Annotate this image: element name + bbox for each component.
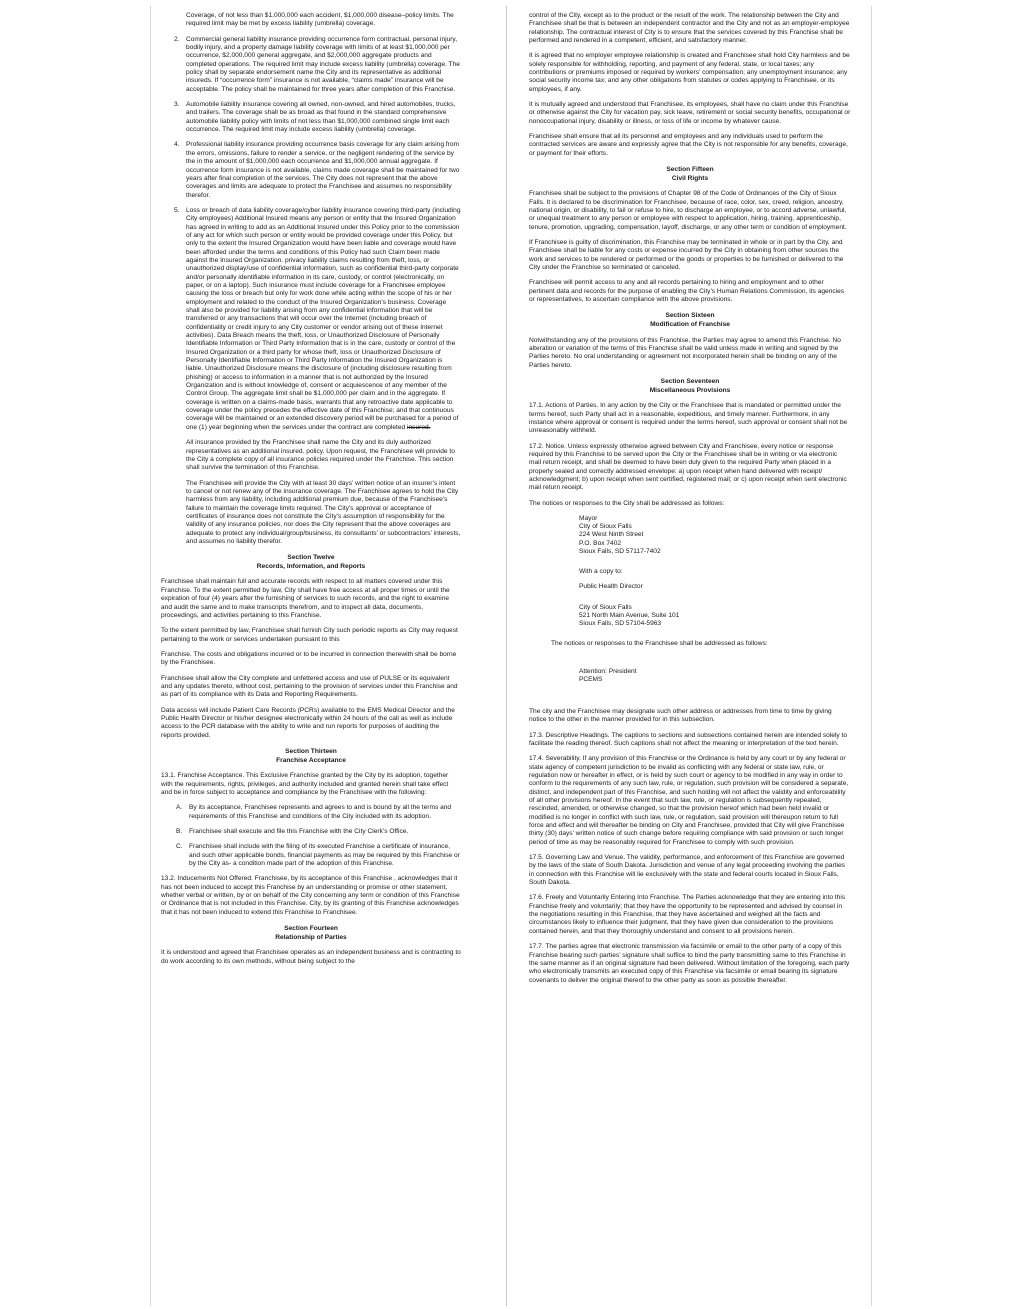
paragraph: It is understood and agreed that Franchisee operates as an independent business and is contracting to do work according to its own methods, without being subject to the bbox=[161, 949, 461, 965]
item-text: Franchisee shall execute and file this Franchise with the City Clerk’s Office. bbox=[189, 827, 409, 835]
paragraph: 17.7. The parties agree that electronic transmission via facsimile or email to the other party of a copy of this Franchise bearing such parties’ signature shall suffice to bind the party transmitting same to this Franchise in the same manner as if an original signature had been delivered. Without limitation of the foregoing, each party who electronically transmits an executed copy of this Franchise via facsimile or email bearing its signature covenants to deliver the original thereof to the other party as soon as possible thereafter. bbox=[529, 943, 850, 984]
paragraph: With a copy to: bbox=[579, 568, 623, 576]
column-divider bbox=[506, 6, 507, 1306]
section-subtitle: Franchise Acceptance bbox=[276, 756, 346, 764]
item-text: Franchisee shall include with the filing of its executed Franchise a certificate of insurance, and such other applicable bonds, financial payments as may be required by this Franchise or by the City as- a condition made part of the adoption of this Franchise. bbox=[189, 843, 460, 867]
address-line: Sioux Falls, SD 57117-7402 bbox=[579, 547, 661, 555]
item-text: Automobile liability insurance covering all owned, non-owned, and hired automobiles, trucks, and trailers. The coverage shall be as broad as that found in the standard comprehensive automobile liability policy with limits of not less than $1,000,000 combined single limit each occurrence. The required limit may include excess liability (umbrella) coverage. bbox=[186, 101, 456, 134]
address-line: 224 West Ninth Street bbox=[579, 531, 644, 539]
address-block-mayor bbox=[579, 515, 851, 556]
paragraph: 17.1. Actions of Parties. In any action by the City or the Franchisee that is mandated or permitted under the terms hereof, such Party shall act in a reasonable, expeditious, and timely manner. Furthermore, in any instance where approval or consent is required under the terms hereof, such approval or consent shall not be unreasonably withheld. bbox=[529, 402, 848, 435]
list-item bbox=[161, 207, 461, 432]
paragraph: Data access will include Patient Care Records (PCRs) available to the EMS Medical Director and the Public Health Director or his/her designee electronically within 24 hours of the call as well as include access to the PCR database with the ability to write and run reports for purposes of auditing the reports provided. bbox=[161, 706, 455, 739]
right-column bbox=[529, 12, 851, 992]
paragraph: Coverage, of not less than $1,000,000 each accident, $1,000,000 disease–policy limits. The required limit may be met by excess liability (umbrella) coverage. bbox=[186, 12, 454, 28]
item-label: C. bbox=[176, 843, 183, 851]
paragraph: 13.2. Inducements Not Offered. Franchisee, by its acceptance of this Franchise , acknowledges that it has not been induced to accept this Franchise by an understanding or promise or other statement, whether verbal or written, by or on behalf of the City concerning any term or condition of this Franchise or Ordinance that is not included in this Franchise. City, by its granting of this Franchise acknowledges that it has not been induced to extend this Franchise to Franchisee. bbox=[161, 875, 460, 916]
item-number: 5. bbox=[174, 206, 180, 214]
address-line: Mayor bbox=[579, 515, 598, 522]
paragraph: The notices or responses to the City shall be addressed as follows: bbox=[529, 499, 725, 507]
paragraph: 13.1. Franchise Acceptance. This Exclusive Franchise granted by the City by its adoption, together with the requirements, rights, privileges, and authority included and granted herein shall take effect and be in force subject to acceptance and compliance by the Franchisee with the following: bbox=[161, 772, 449, 796]
item-label: B. bbox=[176, 827, 183, 835]
list-item bbox=[161, 804, 461, 821]
address-block-city bbox=[579, 604, 851, 629]
paragraph: It is agreed that no employer employee relationship is created and Franchisee shall hold City harmless and be solely responsible for withholding, reporting, and payment of any federal, state, or local taxes; any contributions or premiums imposed or required by workers’ compensation; any unemployment insurance; any social security income tax; and any other obligations from statutes or codes applying to Franchisee, or its employees, if any. bbox=[529, 52, 850, 93]
list-item bbox=[161, 101, 461, 134]
section-title: Section Seventeen bbox=[660, 378, 720, 386]
item-text: Professional liability insurance providing occurrence basis coverage for any claim arising from the errors, omissions, failure to render a service, or the negligent rendering of the service by the in the amount of $1,000,000 each occurrence and $1,000,000 annual aggregate. If occurrence form insurance is not available, claims made coverage shall be maintained for two years after final completion of the services. The City does not represent that the above coverages and limits are adequate to protect the Franchisee and assumes no responsibility therefor. bbox=[186, 141, 460, 199]
section-title: Section Sixteen bbox=[665, 312, 715, 320]
item-text: By its acceptance, Franchisee represents and agrees to and is bound by all the terms and requirements of this Franchise and conditions of the City included with its adoption. bbox=[189, 804, 452, 820]
paragraph: 17.3. Descriptive Headings. The captions to sections and subsections contained herein are intended solely to facilitate the reading thereof. Such captions shall not affect the meaning or interpretation of the text herein. bbox=[529, 731, 848, 747]
paragraph: 17.6. Freely and Voluntarily Entering Into Franchise. The Parties acknowledge that they are entering into this Franchise freely and voluntarily; that they have the opportunity to be represented and advised by counsel in the negotiations resulting in this Franchise, that they have ascertained and weighed all the facts and circumstances likely to influence their judgment, that they have given due consideration to the provisions contained herein, and that they thoroughly understand and consent to all provisions herein. bbox=[529, 894, 846, 935]
section-subtitle: Records, Information, and Reports bbox=[256, 562, 366, 570]
paragraph: All insurance provided by the Franchisee shall name the City and its duly authorized representatives as an additional insured. policy. Upon request, the Franchisee will provide to the City a complete copy of all insurance policies required under the Franchise. This section shall survive the termination of this Franchise. bbox=[186, 439, 455, 472]
address-line: PCEMS bbox=[579, 675, 603, 683]
list-item bbox=[161, 141, 461, 199]
section-title: Section Thirteen bbox=[285, 747, 337, 755]
struck-text: insured. bbox=[407, 423, 431, 431]
section-title: Section Twelve bbox=[287, 554, 335, 562]
paragraph: Franchisee shall ensure that all its personnel and employees and any individuals used to perform the contracted services are aware and expressly agree that the City is not responsible for any benefits, coverage, or payment for their efforts. bbox=[529, 133, 848, 157]
address-line: City of Sioux Falls bbox=[579, 603, 632, 611]
item-number: 2. bbox=[174, 35, 180, 43]
section-heading bbox=[529, 166, 851, 183]
paragraph: Franchisee shall be subject to the provisions of Chapter 98 of the Code of Ordinances of the City of Sioux Falls. It is declared to be discrimination for Franchisee, because of race, color, sex, creed, religion, ancestry, national origin, or disability, to fail or refuse to hire, to discharge an employee, or to accord adverse, unlawful, or unequal treatment to any person or employee with respect to application, hiring, training, apprenticeship, tenure, promotion, upgrading, compensation, layoff, discharge, or any other term or condition of employment. bbox=[529, 190, 847, 231]
paragraph: Franchisee shall allow the City complete and unfettered access and use of PULSE or its equivalent and any updates thereto, without cost, pertaining to the provision of services under this Franchise and as part of its compliance with its Data and Reporting Requirements. bbox=[161, 674, 458, 699]
list-item bbox=[161, 843, 461, 868]
item-number: 3. bbox=[174, 101, 180, 109]
item-label: A. bbox=[176, 804, 183, 812]
item-number: 4. bbox=[174, 141, 180, 149]
section-subtitle: Modification of Franchise bbox=[650, 321, 730, 329]
paragraph: To the extent permitted by law, Franchisee shall furnish City such periodic reports as City may request pertaining to the work or services undertaken pursuant to this bbox=[161, 627, 458, 643]
paragraph: It is mutually agreed and understood that Franchisee, its employees, shall have no claim under this Franchise or otherwise against the City for vacation pay, sick leave, retirement or social security benefits, occupational or nonoccupational injury, disability or illness, or loss of life or income by whatever cause. bbox=[529, 101, 851, 125]
paragraph: 17.2. Notice. Unless expressly otherwise agreed between City and Franchisee, every notice or response required by this Franchise to be served upon the City or the Franchisee shall be in writing or via electronic mail return receipt, and shall be deemed to have been duly given to the required Party when placed in a properly sealed and correctly addressed envelope: a) upon receipt when hand delivered with receipt/ acknowledgment; b) upon receipt when sent certified, registered mail; or c) upon receipt when sent electronic mail return receipt. bbox=[529, 442, 847, 492]
paragraph: Notwithstanding any of the provisions of this Franchise, the Parties may agree to amend this Franchise. No alteration or variation of the terms of this Franchise shall be valid unless made in writing and signed by the Parties hereto. No oral understanding or agreement not incorporated herein shall be binding on any of the Parties hereto. bbox=[529, 336, 841, 369]
paragraph: The notices or responses to the Franchisee shall be addressed as follows: bbox=[551, 640, 768, 648]
section-subtitle: Civil Rights bbox=[671, 174, 709, 182]
item-text: Loss or breach of data liability coverage/cyber liability insurance covering third-party (including City employees) Additional Insured means any person or entity that the Insured Organization has agreed in writing to add as an Additional Insured under this Policy prior to the commission of any act for which such person or entity would be provided coverage under this Policy, but only to the extent the Insured Organization would have been liable and coverage would have been afforded under the terms and conditions of this Policy had such Claim been made against the Insured Organization. privacy liability claims resulting from theft, loss, or unauthorized display/use of confidential information, such as confidential third-party corporate and/or personally identifiable information in its care, custody, or control (electronically, on paper, or on a laptop). Such insurance must include coverage for a Franchisee employee causing the loss or breach but only for work done while acting within the scope of his or her employment and related to the conduct of the Insured Organization’s business. Coverage shall also be provided for liability arising from any confidential information that will be transferred or any transactions that will occur over the Internet (including breach of confidentiality or credit injury to any City customer or vendor arising out of these Internet activities). Data Breach means the theft, loss, or Unauthorized Disclosure of Personally Identifiable Information or Third Party Information that is in the care, custody or control of the Insured Organization or a third party for whose theft, loss or Unauthorized Disclosure of Personally Identifiable Information or Third Party Information the Insured Organization is liable. Unauthorized Disclosure means the disclosure of (including disclosure resulting from phishing) or access to information in a manner that is not authorized by the Insured Organization and is without knowledge of, consent or acquiescence of any member of the Control Group. The aggregate limit shall be $1,000,000 per claim and in the aggregate. If coverage is written on a claims-made basis, warrants that any retroactive date applicable to coverage under the policy precedes the effective date of this Franchise; and that continuous coverage will be maintained or an extended discovery period will be purchased for a period of one (1) year beginning when the services under the contract are completed bbox=[186, 206, 461, 431]
paragraph: The Franchisee will provide the City with at least 30 days’ written notice of an insurer’s intent to cancel or not renew any of the insurance coverage. The Franchisee agrees to hold the City harmless from any liability, including additional premium due, because of the Franchisee’s failure to maintain the coverage limits required. The City’s approval or acceptance of certificates of insurance does not constitute the City’s assumption of responsibility for the validity of any insurance policies, nor does the City represent that the above coverages are adequate to protect any individual/group/business, its consultants’ or subcontractors’ interests, and assumes no liability therefor. bbox=[186, 479, 461, 545]
section-subtitle: Miscellaneous Provisions bbox=[649, 386, 731, 394]
address-line: Attention: President bbox=[579, 667, 637, 675]
section-heading bbox=[529, 378, 851, 395]
paragraph: 17.4. Severability. If any provision of this Franchise or the Ordinance is held by any court or by any federal or state agency of competent jurisdiction to be invalid as conflicting with any federal or state law, rule, or regulation now or hereafter in effect, or is held by such court or agency to be modified in any way in order to conform to the requirements of any such law, rule, or regulation, such provision will be considered a separate, distinct, and independent part of this Franchise, and such holding will not affect the validity and enforceability of all other provisions hereof. In the event that such law, rule, or regulation is subsequently repealed, rescinded, amended, or otherwise changed, so that the provision hereof which had been held invalid or modified is no longer in conflict with such law, rule, or regulation, said provision will thereupon return to full force and effect and will thereafter be binding on City and Franchisee, provided that City will give Franchisee thirty (30) days’ written notice of such change before requiring compliance with said provision or such longer period of time as may be reasonably required for Franchisee to comply with such provision. bbox=[529, 755, 849, 846]
section-title: Section Fourteen bbox=[284, 924, 338, 932]
paragraph: Franchisee shall maintain full and accurate records with respect to all matters covered under this Franchise. To the extent permitted by law, City shall have free access at all proper times or until the expiration of four (4) years after the furnishing of services to such records, and the right to examine and audit the same and to make transcripts therefrom, and to inspect all data, documents, proceedings, and activities pertaining to this Franchise. bbox=[161, 578, 450, 619]
paragraph: control of the City, except as to the product or the result of the work. The relationship between the City and Franchisee shall be that is between an independent contractor and the City and not as an employer-employee relationship. The contractual interest of City is to ensure that the services covered by this Franchise shall be performed and rendered in a competent, efficient, and satisfactory manner. bbox=[529, 12, 850, 45]
address-line: Sioux Falls, SD 57104-5963 bbox=[579, 619, 662, 627]
address-line: 521 North Main Avenue, Suite 101 bbox=[579, 611, 680, 619]
section-title: Section Fifteen bbox=[666, 166, 714, 174]
list-item bbox=[161, 36, 461, 94]
address-line: City of Sioux Falls bbox=[579, 523, 632, 531]
paragraph: 17.5. Governing Law and Venue. The validity, performance, and enforcement of this Franchise are governed by the laws of the state of South Dakota. Jurisdiction and venue of any legal proceeding involving the parties in connection with this Franchise will lie exclusively with the state and federal courts located in Sioux Falls, South Dakota. bbox=[529, 854, 845, 887]
address-line: P.O. Box 7402 bbox=[579, 539, 622, 547]
document-page bbox=[150, 6, 872, 1306]
address-line: Public Health Director bbox=[579, 583, 643, 591]
section-heading bbox=[161, 925, 461, 942]
section-heading bbox=[529, 312, 851, 329]
paragraph: If Franchisee is guilty of discrimination, this Franchise may be terminated in whole or in part by the City, and Franchisee shall be liable for any costs or expense incurred by the City in obtaining from other sources the work and services to be rendered or performed or the goods or properties to be furnished or delivered to the City under the Franchise so terminated or canceled. bbox=[529, 239, 844, 272]
paragraph: Franchise. The costs and obligations incurred or to be incurred in connection therewith shall be borne by the Franchisee. bbox=[161, 650, 457, 667]
section-subtitle: Relationship of Parties bbox=[275, 933, 347, 941]
left-column bbox=[161, 12, 461, 973]
section-heading bbox=[161, 554, 461, 571]
list-item bbox=[161, 828, 461, 836]
section-heading bbox=[161, 748, 461, 765]
paragraph: Franchisee will permit access to any and all records pertaining to hiring and employment and to other pertinent data and records for the purpose of enabling the City’s Human Relations Commission, its agencies or representatives, to ascertain compliance with the above provisions. bbox=[529, 279, 845, 304]
item-text: Commercial general liability insurance providing occurrence form contractual, personal injury, bodily injury, and a property damage liability coverage with limits of at least $1,000,000 per occurrence, $2,000,000 general aggregate, and $2,000,000 aggregate products and completed operations. The required limit may include excess liability (umbrella) coverage. The policy shall by separate endorsement name the City and its representative as additional insureds. If “occurrence form” insurance is not available, “claims made” insurance will be acceptable. The policy shall be maintained for three years after completion of this Franchise. bbox=[186, 35, 460, 93]
address-block-health bbox=[579, 583, 851, 591]
paragraph: The city and the Franchisee may designate such other address or addresses from time to time by giving notice to the other in the manner provided for in this subsection. bbox=[529, 707, 832, 724]
address-block-franchisee bbox=[579, 668, 851, 684]
